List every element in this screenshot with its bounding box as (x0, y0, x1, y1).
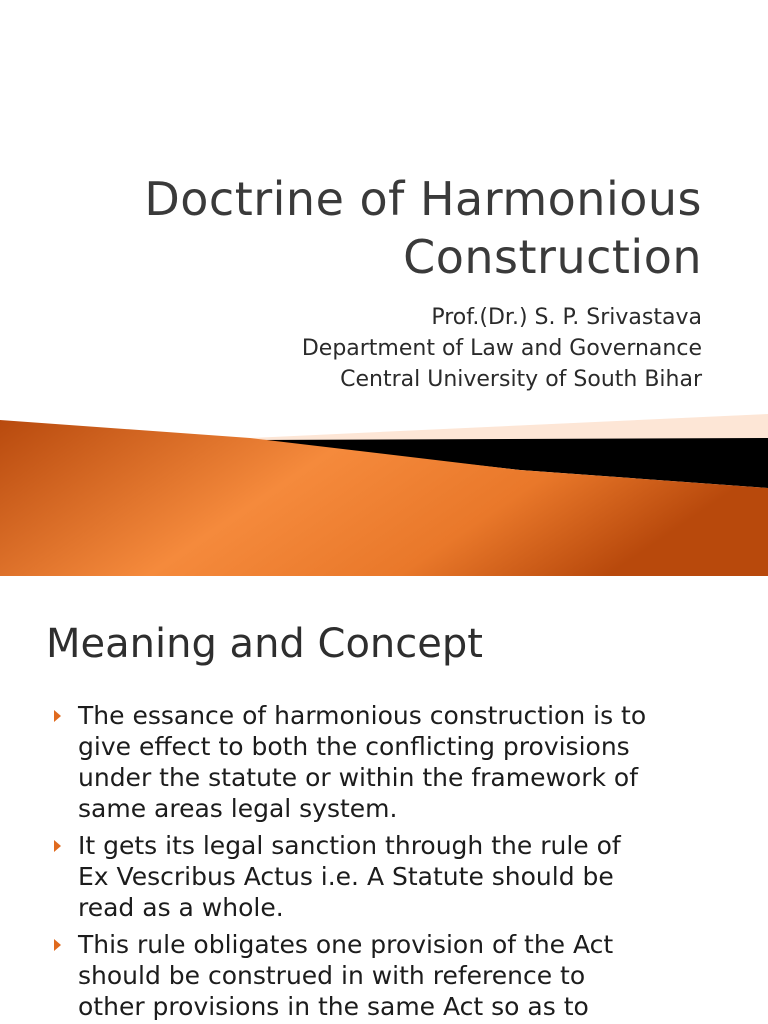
triangle-bullet-icon (54, 939, 61, 951)
author-university: Central University of South Bihar (340, 367, 702, 392)
section-heading: Meaning and Concept (46, 621, 483, 667)
band-light-stripe (250, 414, 768, 440)
bullet-item (50, 700, 740, 824)
bullet-text-line: other provisions in the same Act so as to (78, 992, 589, 1021)
bullet-text-line: This rule obligates one provision of the Act (78, 930, 614, 959)
bullet-text-line: read as a whole. (78, 893, 284, 922)
bullet-text-line: should be construed in with reference to (78, 961, 586, 990)
slide-title-line-2: Construction (403, 230, 702, 284)
slide-title-line-1: Doctrine of Harmonious (144, 172, 702, 226)
bullet-item (50, 929, 740, 1022)
bullet-list (50, 700, 740, 1024)
bullet-text-line: Ex Vescribus Actus i.e. A Statute should be (78, 862, 614, 891)
bullet-text-line: same areas legal system. (78, 794, 398, 823)
bullet-text-line: under the statute or within the framework of (78, 763, 639, 792)
bullet-item (50, 830, 740, 923)
bullet-text-line: It gets its legal sanction through the rule of (78, 831, 621, 860)
author-department: Department of Law and Governance (301, 336, 702, 361)
bullet-text-line: The essance of harmonious construction is to (78, 701, 647, 730)
bullet-text-line: give effect to both the conflicting provisions (78, 732, 630, 761)
triangle-bullet-icon (54, 840, 61, 852)
content-slide (0, 576, 768, 1024)
triangle-bullet-icon (54, 710, 61, 722)
author-name: Prof.(Dr.) S. P. Srivastava (431, 305, 702, 330)
